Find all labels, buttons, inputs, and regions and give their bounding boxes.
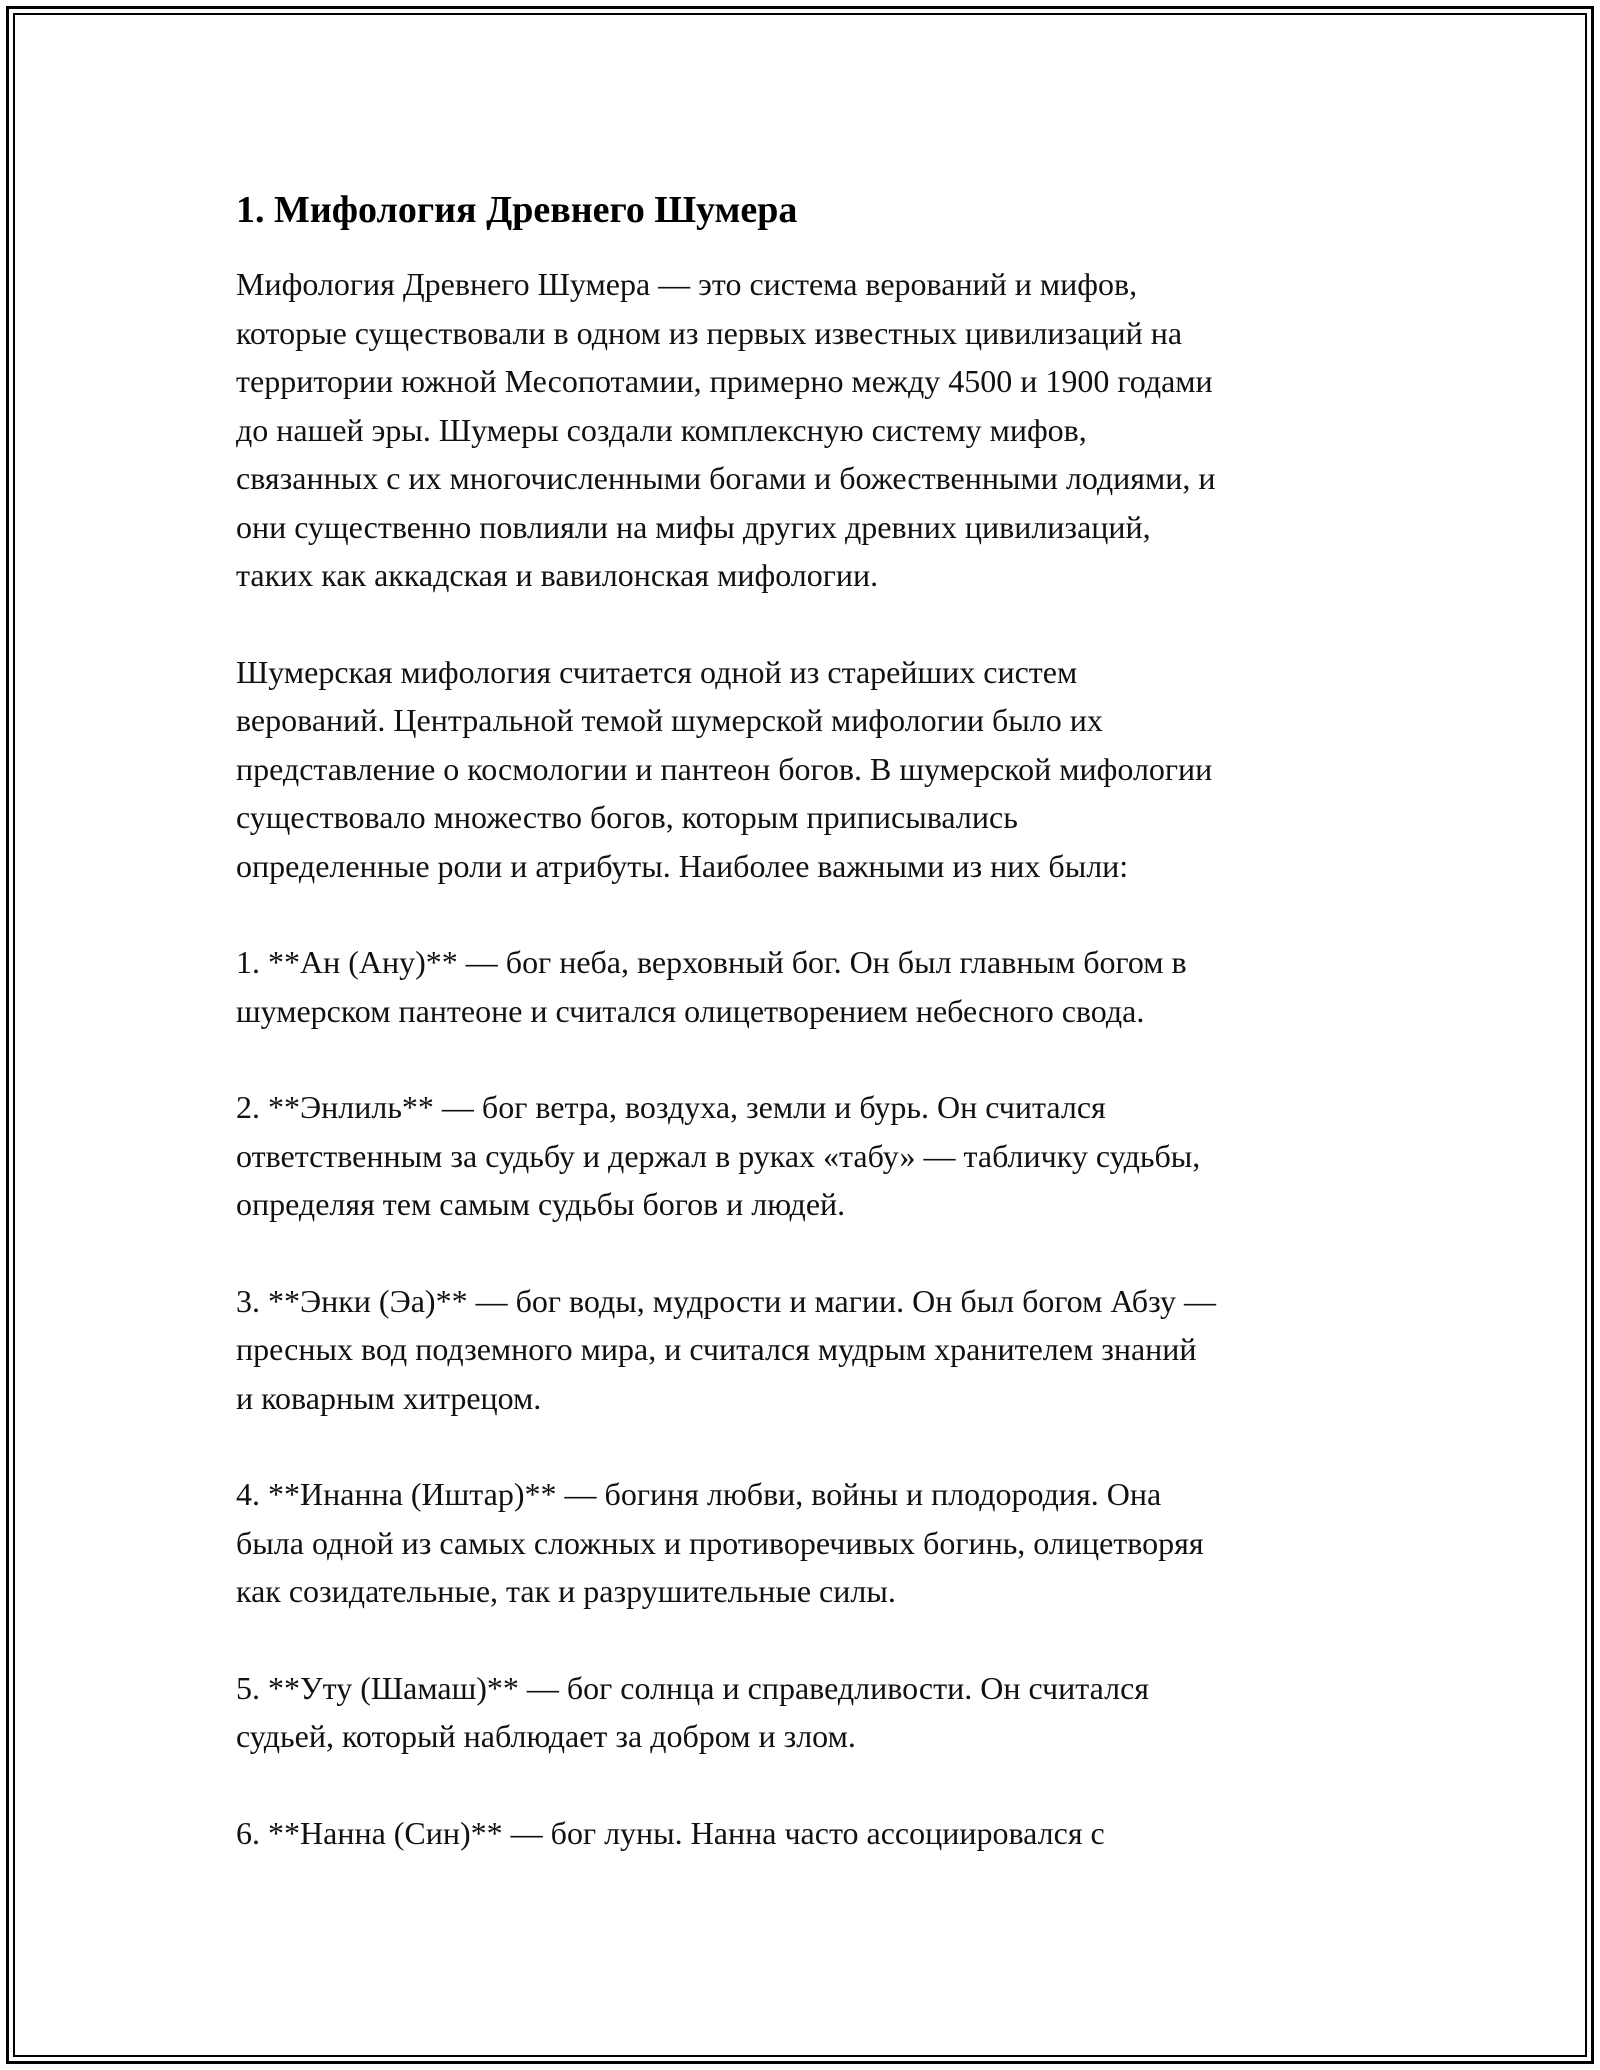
list-item-enki: 3. **Энки (Эа)** — бог воды, мудрости и магии. Он был богом Абзу — пресных вод подземного мира, и считался мудрым хранителем знаний и коварным хитрецом.	[236, 1282, 1217, 1416]
list-item-utu: 5. **Уту (Шамаш)** — бог солнца и справедливости. Он считался судьей, который наблюдает за добром и злом.	[236, 1669, 1149, 1754]
list-item-nanna: 6. **Нанна (Син)** — бог луны. Нанна часто ассоциировался с	[236, 1814, 1105, 1851]
list-item-an: 1. **Ан (Ану)** — бог неба, верховный бог. Он был главным богом в шумерском пантеоне и считался олицетворением небесного свода.	[236, 944, 1187, 1029]
list-item-enlil: 2. **Энлиль** — бог ветра, воздуха, земли и бурь. Он считался ответственным за судьбу и держал в руках «табу» — табличку судьбы, определяя тем самым судьбы богов и людей.	[236, 1089, 1201, 1222]
intro-paragraph: Мифология Древнего Шумера — это система верований и мифов, которые существовали в одном из первых известных цивилизаций на территории южной Месопотамии, примерно между 4500 и 1900 годами до нашей эры. Шумеры создали комплексную систему мифов, связанных с их многочисленными богами и божественными лодиями, и они существенно повлияли на мифы других древних цивилизаций, таких как аккадская и вавилонская мифологии.	[236, 266, 1216, 593]
document-body	[236, 186, 1386, 1905]
list-item-inanna: 4. **Инанна (Иштар)** — богиня любви, войны и плодородия. Она была одной из самых сложных и противоречивых богинь, олицетворяя как созидательные, так и разрушительные силы.	[236, 1476, 1204, 1609]
pantheon-paragraph: Шумерская мифология считается одной из старейших систем верований. Центральной темой шумерской мифологии было их представление о космологии и пантеон богов. В шумерской мифологии существовало множество богов, которым приписывались определенные роли и атрибуты. Наиболее важными из них были:	[236, 653, 1213, 884]
document-title: 1. Мифология Древнего Шумера	[236, 189, 798, 231]
